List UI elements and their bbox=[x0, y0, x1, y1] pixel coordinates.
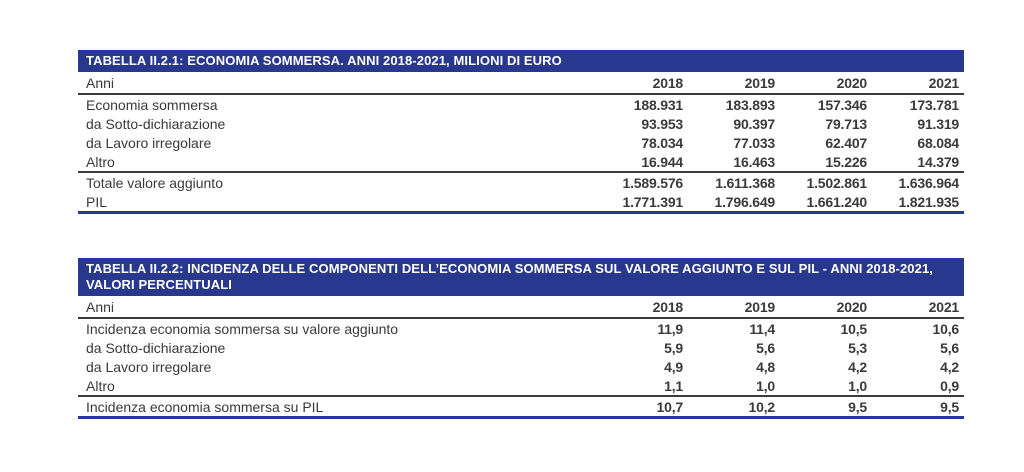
cell-value: 77.033 bbox=[733, 134, 775, 151]
table-incidenza-componenti bbox=[78, 258, 964, 419]
cell-value: 16.944 bbox=[641, 153, 683, 170]
table-row bbox=[78, 152, 964, 171]
cell-value: 16.463 bbox=[733, 153, 775, 170]
cell-value: 4,2 bbox=[848, 358, 867, 375]
table-1-body bbox=[78, 95, 964, 173]
row-label: Altro bbox=[86, 377, 115, 394]
table-1-title: TABELLA II.2.1: ECONOMIA SOMMERSA. ANNI 2018-2021, MILIONI DI EURO bbox=[86, 53, 562, 68]
table-row bbox=[78, 114, 964, 133]
table-1-year-header-row bbox=[78, 72, 964, 95]
cell-value: 10,2 bbox=[748, 398, 775, 415]
cell-value: 5,3 bbox=[848, 339, 867, 356]
cell-value: 157.346 bbox=[817, 96, 867, 113]
cell-value: 188.931 bbox=[633, 96, 683, 113]
cell-value: 90.397 bbox=[733, 115, 775, 132]
cell-value: 1,0 bbox=[848, 377, 867, 394]
row-label: Altro bbox=[86, 153, 115, 170]
cell-value: 5,9 bbox=[664, 339, 683, 356]
cell-value: 10,6 bbox=[932, 320, 959, 337]
cell-value: 4,8 bbox=[756, 358, 775, 375]
cell-value: 1.821.935 bbox=[898, 193, 959, 210]
cell-value: 78.034 bbox=[641, 134, 683, 151]
table-2-years-axis-label: Anni bbox=[86, 298, 115, 315]
table-2-totals bbox=[78, 397, 964, 419]
cell-value: 1.661.240 bbox=[806, 193, 867, 210]
table-2-year-header-row bbox=[78, 296, 964, 319]
table-1-totals bbox=[78, 173, 964, 214]
cell-value: 1.796.649 bbox=[714, 193, 775, 210]
table-2-year-2020: 2020 bbox=[836, 298, 867, 315]
cell-value: 10,7 bbox=[656, 398, 683, 415]
table-row bbox=[78, 319, 964, 338]
table-2-title-bar bbox=[78, 258, 964, 296]
table-2-title: TABELLA II.2.2: INCIDENZA DELLE COMPONENTI DELL’ECONOMIA SOMMERSA SUL VALORE AGGIUNTO E SUL PIL - ANNI 2018-2021, VALORI PERCENTUALI bbox=[86, 261, 934, 292]
cell-value: 4,9 bbox=[664, 358, 683, 375]
table-2-body bbox=[78, 319, 964, 397]
table-1-year-2020: 2020 bbox=[836, 74, 867, 91]
row-label: da Sotto-dichiarazione bbox=[86, 339, 226, 356]
table-row bbox=[78, 338, 964, 357]
cell-value: 173.781 bbox=[909, 96, 959, 113]
row-label: Economia sommersa bbox=[86, 96, 218, 113]
cell-value: 5,6 bbox=[756, 339, 775, 356]
cell-value: 1,0 bbox=[756, 377, 775, 394]
table-1-year-2019: 2019 bbox=[744, 74, 775, 91]
table-row bbox=[78, 95, 964, 114]
cell-value: 14.379 bbox=[917, 153, 959, 170]
row-label: da Lavoro irregolare bbox=[86, 134, 212, 151]
cell-value: 11,4 bbox=[749, 320, 775, 337]
cell-value: 5,6 bbox=[940, 339, 959, 356]
table-row bbox=[78, 376, 964, 395]
table-2-year-2019: 2019 bbox=[744, 298, 775, 315]
row-label: PIL bbox=[86, 193, 108, 210]
cell-value: 1,1 bbox=[664, 377, 683, 394]
table-1-year-2021: 2021 bbox=[928, 74, 959, 91]
cell-value: 1.589.576 bbox=[622, 174, 683, 191]
table-row-total bbox=[78, 192, 964, 211]
cell-value: 9,5 bbox=[848, 398, 867, 415]
table-row-total bbox=[78, 173, 964, 192]
table-1-year-2018: 2018 bbox=[652, 74, 683, 91]
row-label: Incidenza economia sommersa su PIL bbox=[86, 398, 324, 415]
cell-value: 10,5 bbox=[840, 320, 867, 337]
cell-value: 1.771.391 bbox=[622, 193, 683, 210]
cell-value: 68.084 bbox=[917, 134, 959, 151]
cell-value: 1.502.861 bbox=[806, 174, 867, 191]
row-label: da Lavoro irregolare bbox=[86, 358, 212, 375]
cell-value: 4,2 bbox=[940, 358, 959, 375]
cell-value: 0,9 bbox=[940, 377, 959, 394]
cell-value: 183.893 bbox=[725, 96, 775, 113]
table-economia-sommersa bbox=[78, 50, 964, 214]
cell-value: 91.319 bbox=[917, 115, 959, 132]
row-label: Totale valore aggiunto bbox=[86, 174, 223, 191]
row-label: Incidenza economia sommersa su valore aggiunto bbox=[86, 320, 399, 337]
table-1-title-bar bbox=[78, 50, 964, 72]
cell-value: 62.407 bbox=[825, 134, 867, 151]
table-2-year-2021: 2021 bbox=[928, 298, 959, 315]
table-2-year-2018: 2018 bbox=[652, 298, 683, 315]
cell-value: 93.953 bbox=[641, 115, 683, 132]
table-row-total bbox=[78, 397, 964, 416]
cell-value: 1.636.964 bbox=[898, 174, 959, 191]
table-1-years-axis-label: Anni bbox=[86, 74, 115, 91]
cell-value: 15.226 bbox=[825, 153, 867, 170]
cell-value: 1.611.368 bbox=[715, 174, 775, 191]
cell-value: 79.713 bbox=[825, 115, 867, 132]
row-label: da Sotto-dichiarazione bbox=[86, 115, 226, 132]
table-row bbox=[78, 133, 964, 152]
cell-value: 9,5 bbox=[940, 398, 959, 415]
table-row bbox=[78, 357, 964, 376]
cell-value: 11,9 bbox=[657, 320, 683, 337]
